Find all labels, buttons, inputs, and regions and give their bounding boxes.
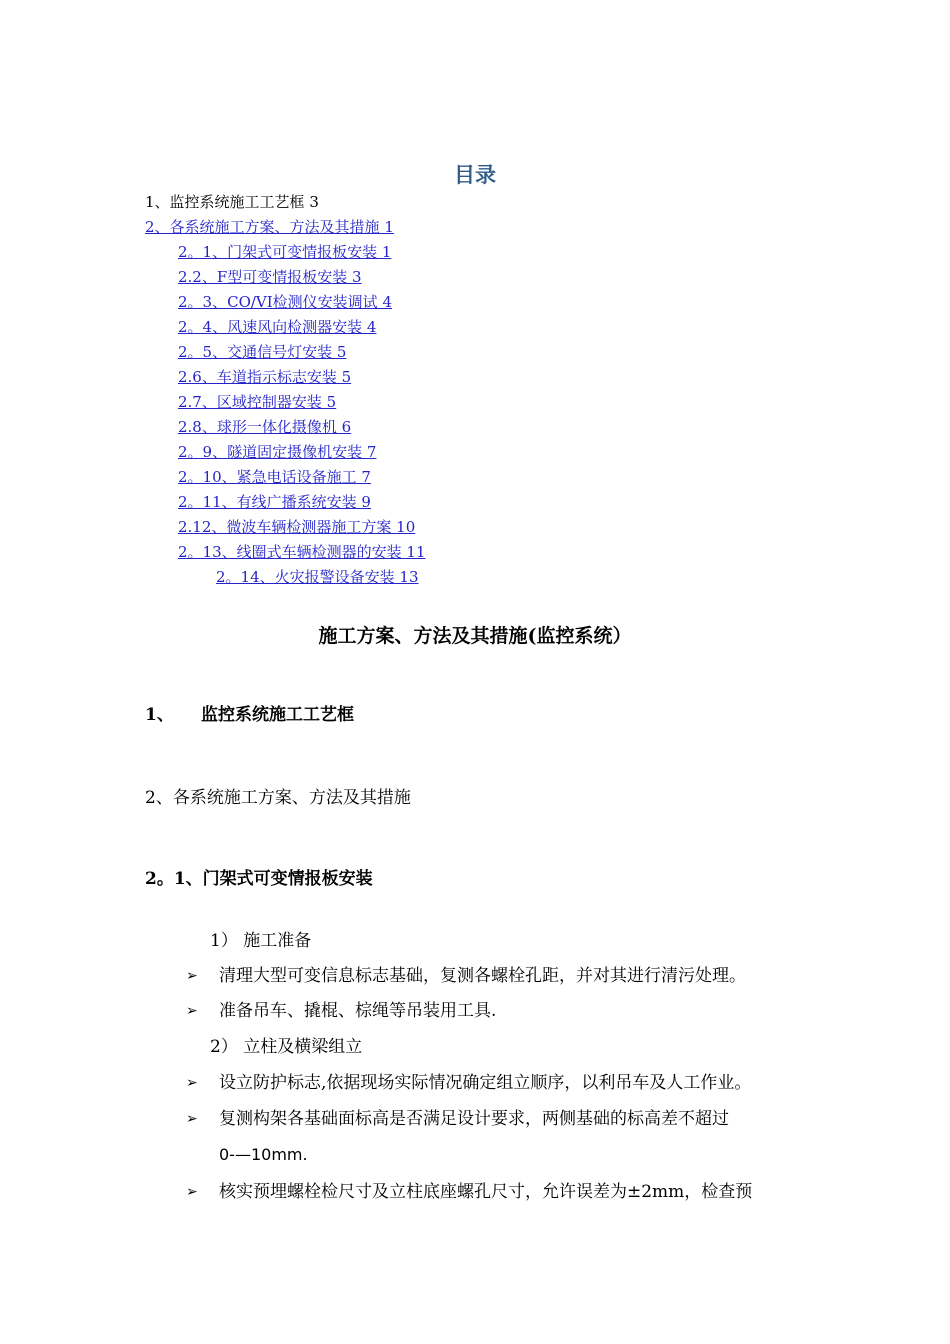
subsection-1: 1） 施工准备 <box>210 931 312 951</box>
toc-entry-2-9[interactable]: 2。9、隧道固定摄像机安装 7 <box>178 443 377 461</box>
bullet-arrow-icon: ➢ <box>186 968 198 984</box>
toc-entry-2[interactable]: 2、各系统施工方案、方法及其措施 1 <box>145 218 394 236</box>
heading-1-text: 监控系统施工工艺框 <box>201 705 354 725</box>
toc-entry-2-1[interactable]: 2。1、门架式可变情报板安装 1 <box>178 243 392 261</box>
toc-entry-2-13[interactable]: 2。13、线圈式车辆检测器的安装 11 <box>178 543 426 561</box>
bullet-text: 设立防护标志,依据现场实际情况确定组立顺序，以利吊车及人工作业。 <box>219 1073 752 1093</box>
heading-2-1: 2。1、门架式可变情报板安装 <box>145 869 373 889</box>
heading-1 <box>145 703 354 727</box>
heading-1-number: 1、 <box>145 705 174 725</box>
bullet-arrow-icon: ➢ <box>186 1075 198 1091</box>
toc-entry-2-3[interactable]: 2。3、CO/VI检测仪安装调试 4 <box>178 293 392 311</box>
toc-entry-2-12[interactable]: 2.12、微波车辆检测器施工方案 10 <box>178 518 416 536</box>
toc-entry-2-10[interactable]: 2。10、紧急电话设备施工 7 <box>178 468 371 486</box>
bullet-arrow-icon: ➢ <box>186 1184 198 1200</box>
toc-entry-2-6[interactable]: 2.6、车道指示标志安装 5 <box>178 368 352 386</box>
toc-entry-1: 1、监控系统施工工艺框 3 <box>145 193 319 211</box>
toc-entry-2-2[interactable]: 2.2、F型可变情报板安装 3 <box>178 268 362 286</box>
bullet-arrow-icon: ➢ <box>186 1111 198 1127</box>
bullet-item-4-continuation: 0-—10mm. <box>219 1145 308 1164</box>
toc-entry-2-7[interactable]: 2.7、区域控制器安装 5 <box>178 393 337 411</box>
subsection-2: 2） 立柱及横梁组立 <box>210 1037 363 1057</box>
toc-entry-2-5[interactable]: 2。5、交通信号灯安装 5 <box>178 343 347 361</box>
bullet-text: 复测构架各基础面标高是否满足设计要求，两侧基础的标高差不超过 <box>219 1109 729 1129</box>
heading-2: 2、各系统施工方案、方法及其措施 <box>145 788 411 808</box>
bullet-text: 清理大型可变信息标志基础，复测各螺栓孔距，并对其进行清污处理。 <box>219 966 746 986</box>
toc-title: 目录 <box>454 163 496 187</box>
bullet-arrow-icon: ➢ <box>186 1003 198 1019</box>
toc-entry-2-4[interactable]: 2。4、风速风向检测器安装 4 <box>178 318 377 336</box>
toc-entry-2-8[interactable]: 2.8、球形一体化摄像机 6 <box>178 418 352 436</box>
bullet-text: 核实预埋螺栓检尺寸及立柱底座螺孔尺寸，允许误差为±2mm，检查预 <box>219 1182 753 1202</box>
toc-entry-2-11[interactable]: 2。11、有线广播系统安装 9 <box>178 493 371 511</box>
toc-entry-2-14[interactable]: 2。14、火灾报警设备安装 13 <box>216 568 419 586</box>
main-title: 施工方案、方法及其措施(监控系统） <box>318 625 632 647</box>
bullet-text: 准备吊车、撬棍、棕绳等吊装用工具. <box>219 1001 497 1021</box>
